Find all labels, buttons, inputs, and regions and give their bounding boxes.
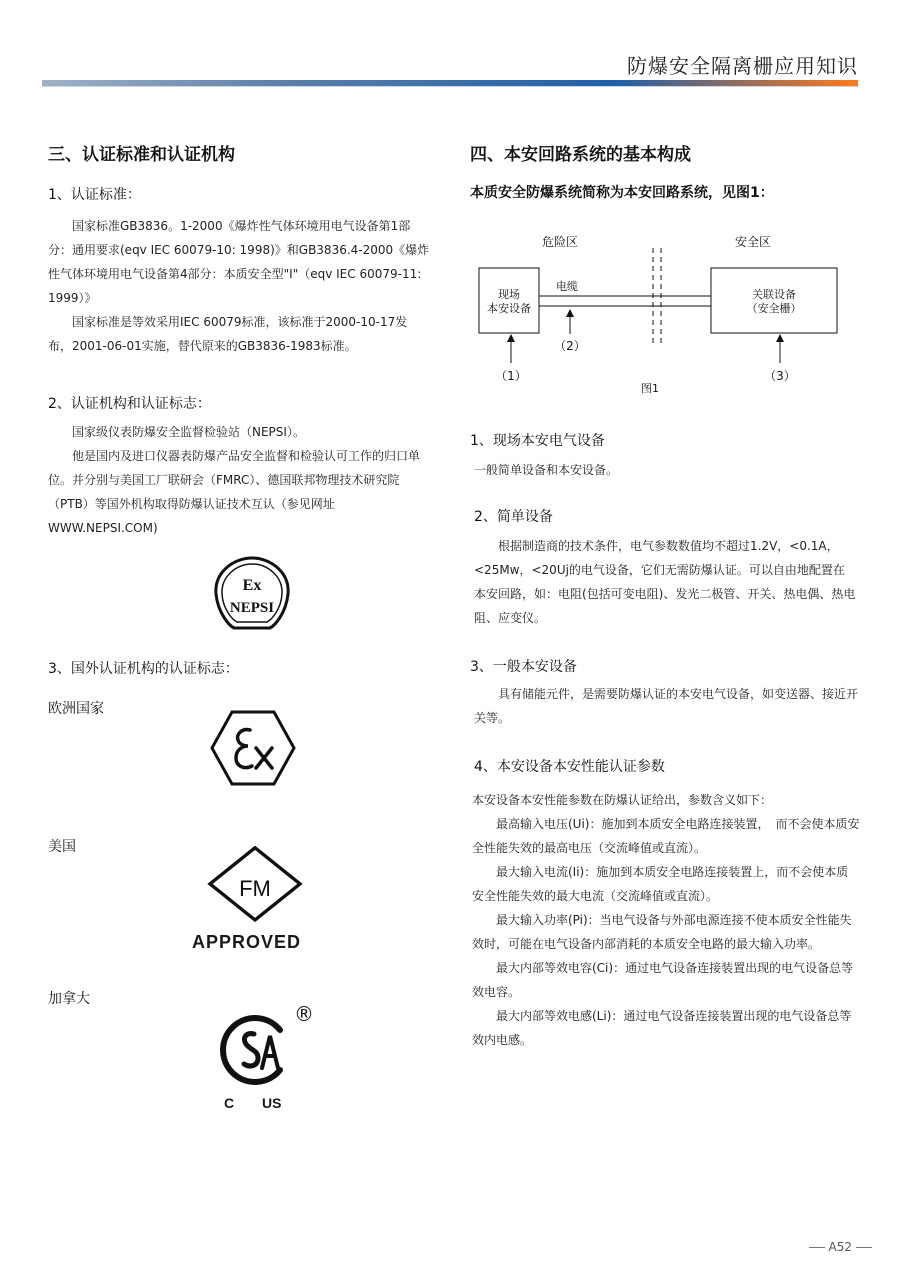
fm-text: FM	[239, 876, 271, 901]
fm-approved-logo	[190, 846, 320, 930]
paragraph: 最高输入电压(Ui)：施加到本质安全电路连接装置， 而不会使本质安全性能失效的最高电压（交流峰值或直流）。	[472, 817, 860, 855]
footer-dash	[856, 1247, 872, 1248]
diagram-field-device-text-2: 本安设备	[487, 302, 531, 315]
paragraph: 国家标准是等效采用IEC 60079标准，该标准于2000-10-17发布，2001-06-01实施，替代原来的GB3836-1983标准。	[48, 315, 408, 353]
section-3-2-title: 2、认证机构和认证标志：	[48, 396, 211, 412]
paragraph: 最大内部等效电感(Li)：通过电气设备连接装置出现的电气设备总等效内电感。	[472, 1009, 852, 1047]
item-4-body	[472, 788, 860, 1052]
paragraph: 根据制造商的技术条件，电气参数数值均不超过1.2V，<0.1A，<25Mw，<20Uj的电气设备，它们无需防爆认证。可以自由地配置在本安回路，如：电阻(包括可变电阻)、发光二极管、开关、热电偶、热电阻、应变仪。	[474, 539, 856, 625]
intrinsic-safety-loop-diagram	[470, 228, 850, 398]
diagram-label-3: （3）	[764, 369, 796, 383]
diagram-cable-label: 电缆	[556, 280, 578, 293]
section-3-1-body	[48, 214, 430, 358]
page-number	[805, 1240, 876, 1254]
diagram-safe-zone-label: 安全区	[734, 235, 772, 249]
item-4-title: 4、本安设备本安性能认证参数	[474, 759, 665, 775]
item-3-title: 3、一般本安设备	[470, 659, 577, 675]
section-4-intro: 本质安全防爆系统简称为本安回路系统，见图1：	[470, 185, 774, 201]
paragraph: 最大输入电流(Ii)：施加到本质安全电路连接装置上，而不会使本质安全性能失效的最大电流（交流峰值或直流）。	[472, 865, 849, 903]
diagram-arrowhead	[507, 334, 515, 342]
page-number-text: A52	[828, 1240, 852, 1254]
nepsi-ex-logo	[210, 554, 294, 632]
ex-hexagon-logo	[208, 708, 298, 788]
csa-c-text: C	[224, 1095, 235, 1111]
csa-us-text: US	[262, 1095, 282, 1111]
paragraph: 具有储能元件，是需要防爆认证的本安电气设备，如变送器、接近开关等。	[474, 687, 859, 725]
registered-mark: ®	[294, 1002, 314, 1026]
item-1-body: 一般简单设备和本安设备。	[474, 463, 619, 477]
footer-dash	[809, 1247, 825, 1248]
header-rule-thin	[42, 86, 858, 87]
csa-logo	[214, 1010, 294, 1090]
paragraph: 本安设备本安性能参数在防爆认证给出，参数含义如下：	[472, 793, 773, 807]
label-usa: 美国	[48, 839, 76, 855]
paragraph: 最大内部等效电容(Ci)：通过电气设备连接装置出现的电气设备总等效电容。	[472, 961, 854, 999]
item-1-title: 1、现场本安电气设备	[470, 433, 605, 449]
section-3-2-body	[48, 420, 430, 540]
diagram-hazard-zone-label: 危险区	[541, 235, 579, 249]
nepsi-ex-text: Ex	[242, 577, 262, 594]
fm-approved-text: APPROVED	[192, 932, 302, 952]
nepsi-name-text: NEPSI	[229, 600, 275, 616]
diagram-label-1: （1）	[495, 369, 527, 383]
item-2-title: 2、简单设备	[474, 509, 553, 525]
diagram-label-2: （2）	[554, 339, 586, 353]
item-2-body	[474, 534, 856, 630]
diagram-field-device-text-1: 现场	[498, 288, 520, 301]
diagram-associated-device-text-2: （安全栅）	[746, 302, 802, 315]
section-4-title: 四、本安回路系统的基本构成	[470, 145, 691, 165]
section-3-title: 三、认证标准和认证机构	[48, 145, 235, 165]
label-europe: 欧洲国家	[48, 701, 104, 717]
item-3-body	[474, 682, 860, 730]
diagram-associated-device-text-1: 关联设备	[752, 288, 796, 301]
paragraph: 国家级仪表防爆安全监督检验站（NEPSI）。	[72, 425, 305, 439]
diagram-arrowhead	[776, 334, 784, 342]
section-3-1-title: 1、认证标准：	[48, 187, 141, 203]
section-3-3-title: 3、国外认证机构的认证标志：	[48, 661, 239, 677]
diagram-arrowhead	[566, 309, 574, 317]
page-header-title: 防爆安全隔离栅应用知识	[627, 54, 858, 78]
paragraph: 他是国内及进口仪器表防爆产品安全监督和检验认可工作的归口单位。并分别与美国工厂联研会（FMRC）、德国联邦物理技术研究院（PTB）等国外机构取得防爆认证技术互认（参见网址WWW.NEPSI.COM)	[48, 449, 421, 535]
label-canada: 加拿大	[48, 991, 90, 1007]
paragraph: 最大输入功率(Pi)：当电气设备与外部电源连接不使本质安全性能失效时，可能在电气设备内部消耗的本质安全电路的最大输入功率。	[472, 913, 852, 951]
diagram-caption: 图1	[641, 382, 659, 395]
paragraph: 国家标准GB3836。1-2000《爆炸性气体环境用电气设备第1部分：通用要求(eqv IEC 60079-10: 1998)》和GB3836.4-2000《爆炸性气体环境用电气设备第4部分：本质安全型"I"（eqv IEC 60079-11: 1999）》	[48, 219, 430, 305]
